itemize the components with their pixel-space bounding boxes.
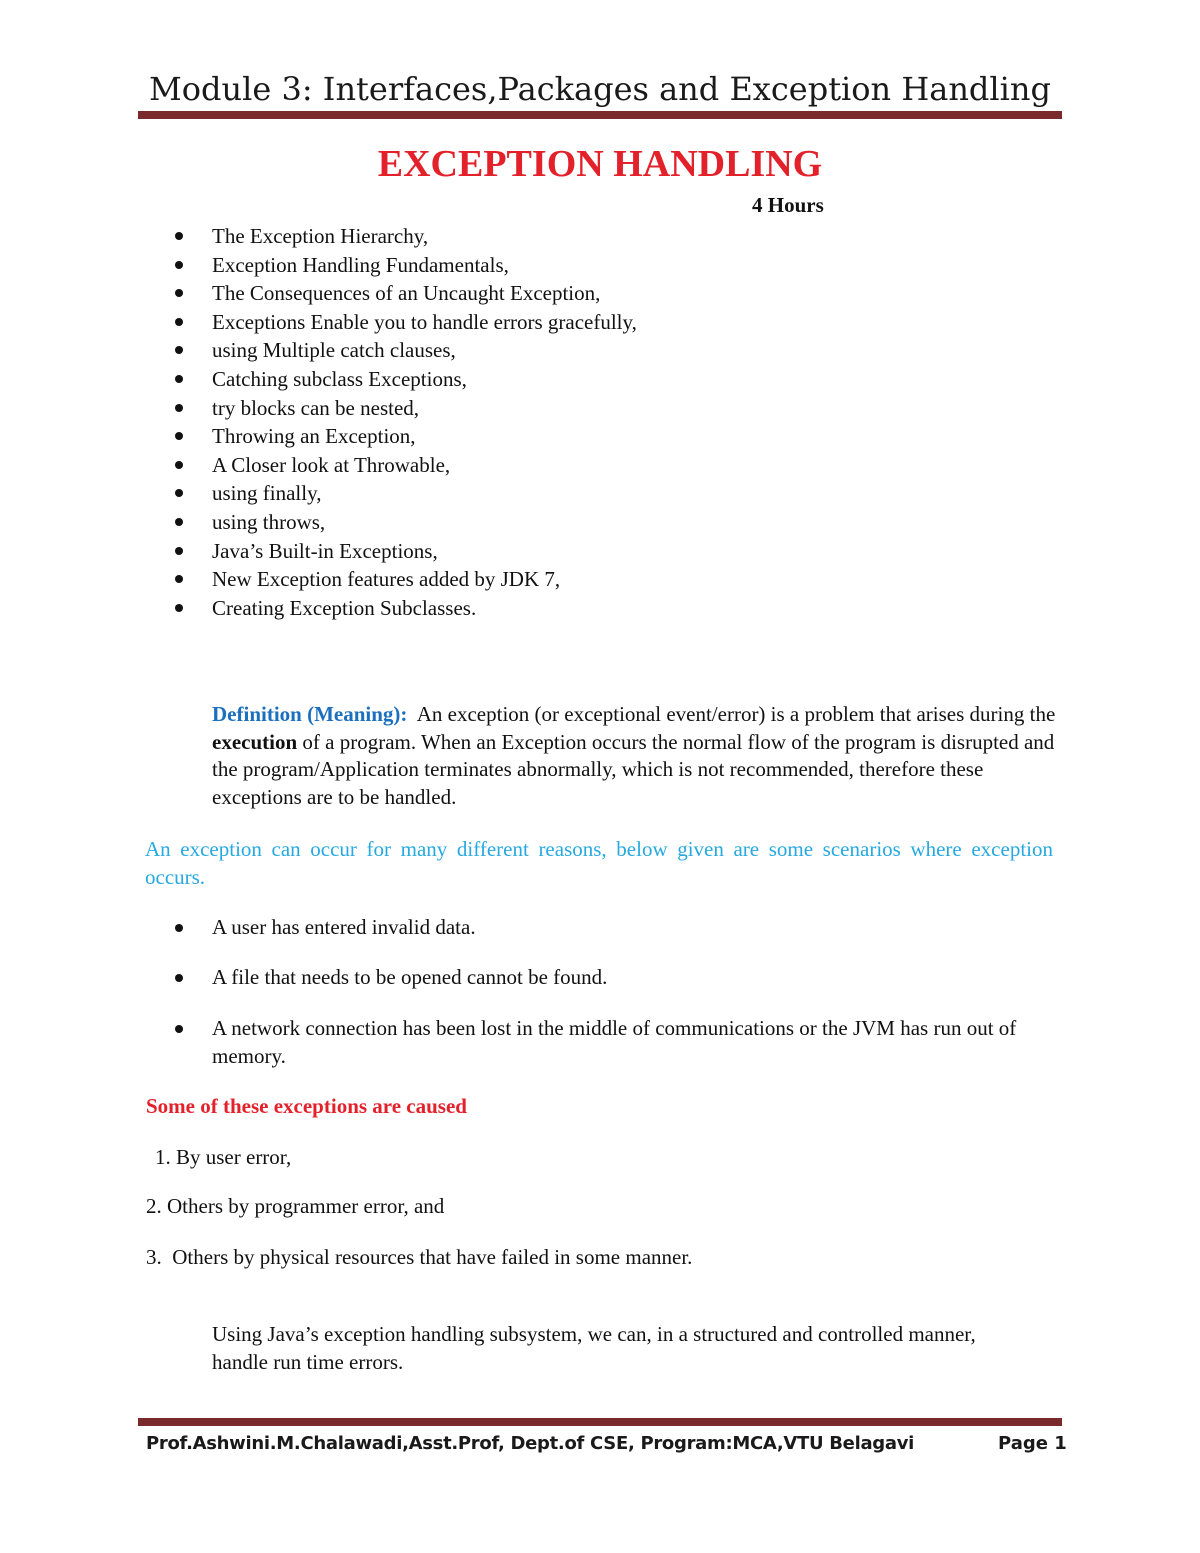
list-item: Throwing an Exception, bbox=[172, 422, 637, 451]
cause-item-3: 3. Others by physical resources that have failed in some manner. bbox=[146, 1245, 693, 1269]
list-item: Creating Exception Subclasses. bbox=[172, 594, 637, 623]
list-item: The Exception Hierarchy, bbox=[172, 222, 637, 251]
scenario-list-1 bbox=[172, 914, 1062, 942]
definition-paragraph bbox=[212, 701, 1072, 811]
list-item: using Multiple catch clauses, bbox=[172, 336, 637, 365]
list-item: Exception Handling Fundamentals, bbox=[172, 251, 637, 280]
bullet-icon bbox=[175, 547, 183, 555]
list-item: try blocks can be nested, bbox=[172, 394, 637, 423]
page-number: Page 1 bbox=[998, 1433, 1067, 1454]
definition-bold-word: execution bbox=[212, 729, 298, 754]
footer-divider bbox=[138, 1418, 1062, 1426]
causes-heading: Some of these exceptions are caused bbox=[146, 1094, 467, 1118]
bullet-icon bbox=[175, 261, 183, 269]
list-item: A user has entered invalid data. bbox=[172, 914, 1062, 942]
bullet-icon bbox=[175, 318, 183, 326]
closing-paragraph: Using Java’s exception handling subsystem, we can, in a structured and controlled manner, handle run time errors. bbox=[212, 1322, 976, 1374]
list-item: A Closer look at Throwable, bbox=[172, 451, 637, 480]
bullet-icon bbox=[175, 575, 183, 583]
definition-text-before: An exception (or exceptional event/error) is a problem that arises during the bbox=[416, 702, 1056, 726]
bullet-icon bbox=[175, 489, 183, 497]
definition-label: Definition (Meaning): bbox=[212, 702, 408, 726]
cause-item-1: 1. By user error, bbox=[155, 1145, 292, 1169]
bullet-icon bbox=[175, 289, 183, 297]
list-item: A file that needs to be opened cannot be found. bbox=[172, 964, 1062, 992]
bullet-icon bbox=[175, 375, 183, 383]
list-item: Java’s Built-in Exceptions, bbox=[172, 537, 637, 566]
list-item: The Consequences of an Uncaught Exception, bbox=[172, 279, 637, 308]
bullet-icon bbox=[175, 1025, 183, 1033]
bullet-icon bbox=[175, 924, 183, 932]
bullet-icon bbox=[175, 604, 183, 612]
list-item: Catching subclass Exceptions, bbox=[172, 365, 637, 394]
bullet-icon bbox=[175, 404, 183, 412]
scenario-list-2 bbox=[172, 964, 1062, 992]
bullet-icon bbox=[175, 518, 183, 526]
list-item: New Exception features added by JDK 7, bbox=[172, 565, 637, 594]
scenarios-intro: An exception can occur for many different reasons, below given are some scenarios where exception occurs. bbox=[145, 837, 1053, 889]
bullet-icon bbox=[175, 232, 183, 240]
definition-text-after: of a program. When an Exception occurs the normal flow of the program is disrupted and the program/Application terminates abnormally, which is not recommended, therefore these exceptions are to be handled. bbox=[212, 729, 1055, 809]
bullet-icon bbox=[175, 346, 183, 354]
bullet-icon bbox=[175, 432, 183, 440]
page-title: EXCEPTION HANDLING bbox=[377, 143, 823, 185]
footer-author: Prof.Ashwini.M.Chalawadi,Asst.Prof, Dept.of CSE, Program:MCA,VTU Belagavi bbox=[146, 1433, 915, 1454]
bullet-icon bbox=[175, 461, 183, 469]
module-header-title: Module 3: Interfaces,Packages and Exception Handling bbox=[149, 70, 1051, 108]
topics-list bbox=[172, 222, 637, 622]
duration-label: 4 Hours bbox=[752, 193, 824, 217]
scenario-list-3 bbox=[172, 1015, 1062, 1070]
list-item: A network connection has been lost in the middle of communications or the JVM has run out of memory. bbox=[172, 1015, 1062, 1070]
cause-item-2: 2. Others by programmer error, and bbox=[146, 1194, 445, 1218]
list-item: using finally, bbox=[172, 479, 637, 508]
bullet-icon bbox=[175, 974, 183, 982]
list-item: Exceptions Enable you to handle errors gracefully, bbox=[172, 308, 637, 337]
header-divider bbox=[138, 111, 1062, 119]
list-item: using throws, bbox=[172, 508, 637, 537]
